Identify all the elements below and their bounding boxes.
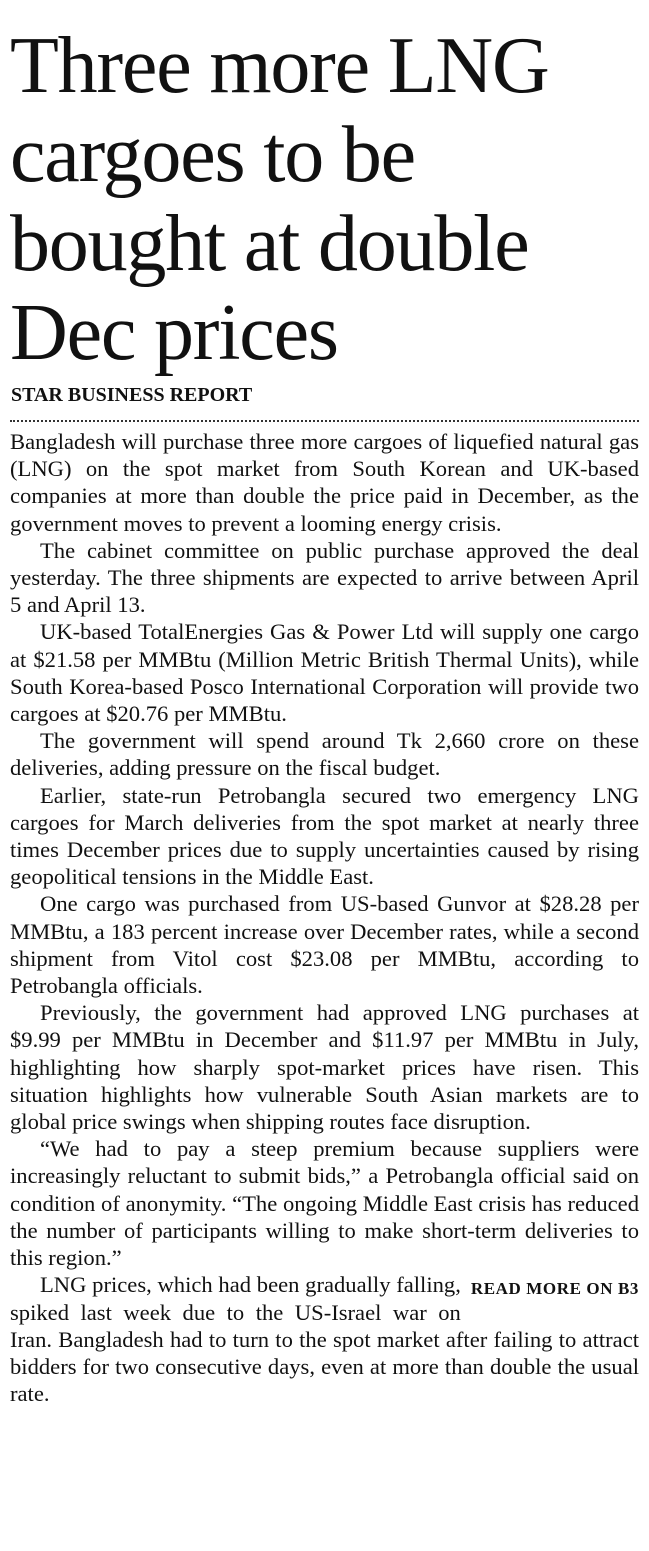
- paragraph-3: UK-based TotalEnergies Gas & Power Ltd will supply one cargo at $21.58 per MMBtu (Million Metric British Thermal Units), while South Korea-based Posco International Corporation will provide two cargoes at $20.76 per MMBtu.: [10, 619, 639, 727]
- paragraph-7: Previously, the government had approved LNG purchases at $9.99 per MMBtu in December and $11.97 per MMBtu in July, highlighting how sharply spot-market prices have risen. This situation highlights how vulnerable South Asian markets are to global price swings when shipping routes face disruption.: [10, 1000, 639, 1135]
- byline-dotted-rule: [10, 420, 639, 422]
- paragraph-5: Earlier, state-run Petrobangla secured two emergency LNG cargoes for March deliveries from the spot market at nearly three times December prices due to supply uncertainties caused by rising geopolitical tensions in the Middle East.: [10, 782, 639, 890]
- paragraph-2: The cabinet committee on public purchase approved the deal yesterday. The three shipments are expected to arrive between April 5 and April 13.: [10, 537, 639, 618]
- paragraph-1: Bangladesh will purchase three more cargoes of liquefied natural gas (LNG) on the spot market from South Korean and UK-based companies at more than double the price paid in December, as the government moves to prevent a looming energy crisis.: [10, 429, 639, 536]
- headline: Three more LNG cargoes to be bought at double Dec prices: [10, 22, 549, 377]
- byline: STAR BUSINESS REPORT: [11, 384, 253, 406]
- paragraph-6: One cargo was purchased from US-based Gunvor at $28.28 per MMBtu, a 183 percent increase over December rates, while a second shipment from Vitol cost $23.08 per MMBtu, according to Petrobangla officials.: [10, 891, 639, 999]
- paragraph-8: “We had to pay a steep premium because suppliers were increasingly reluctant to submit bids,” a Petrobangla official said on condition of anonymity. “The ongoing Middle East crisis has reduced the number of participants willing to make short-term deliveries to this region.”: [10, 1136, 639, 1271]
- paragraph-9: [10, 1271, 639, 1407]
- news-article: [10, 0, 639, 1551]
- paragraph-9-text: LNG prices, which had been gradually falling, spiked last week due to the US-Israel war on Iran. Bangladesh had to turn to the spot market after failing to attract bidders for two consecutive days, even at more than double the usual rate.: [10, 1272, 639, 1407]
- read-more-link[interactable]: READ MORE ON B3: [470, 1279, 639, 1299]
- article-body: [10, 428, 639, 1407]
- paragraph-4: The government will spend around Tk 2,660 crore on these deliveries, adding pressure on the fiscal budget.: [10, 728, 639, 781]
